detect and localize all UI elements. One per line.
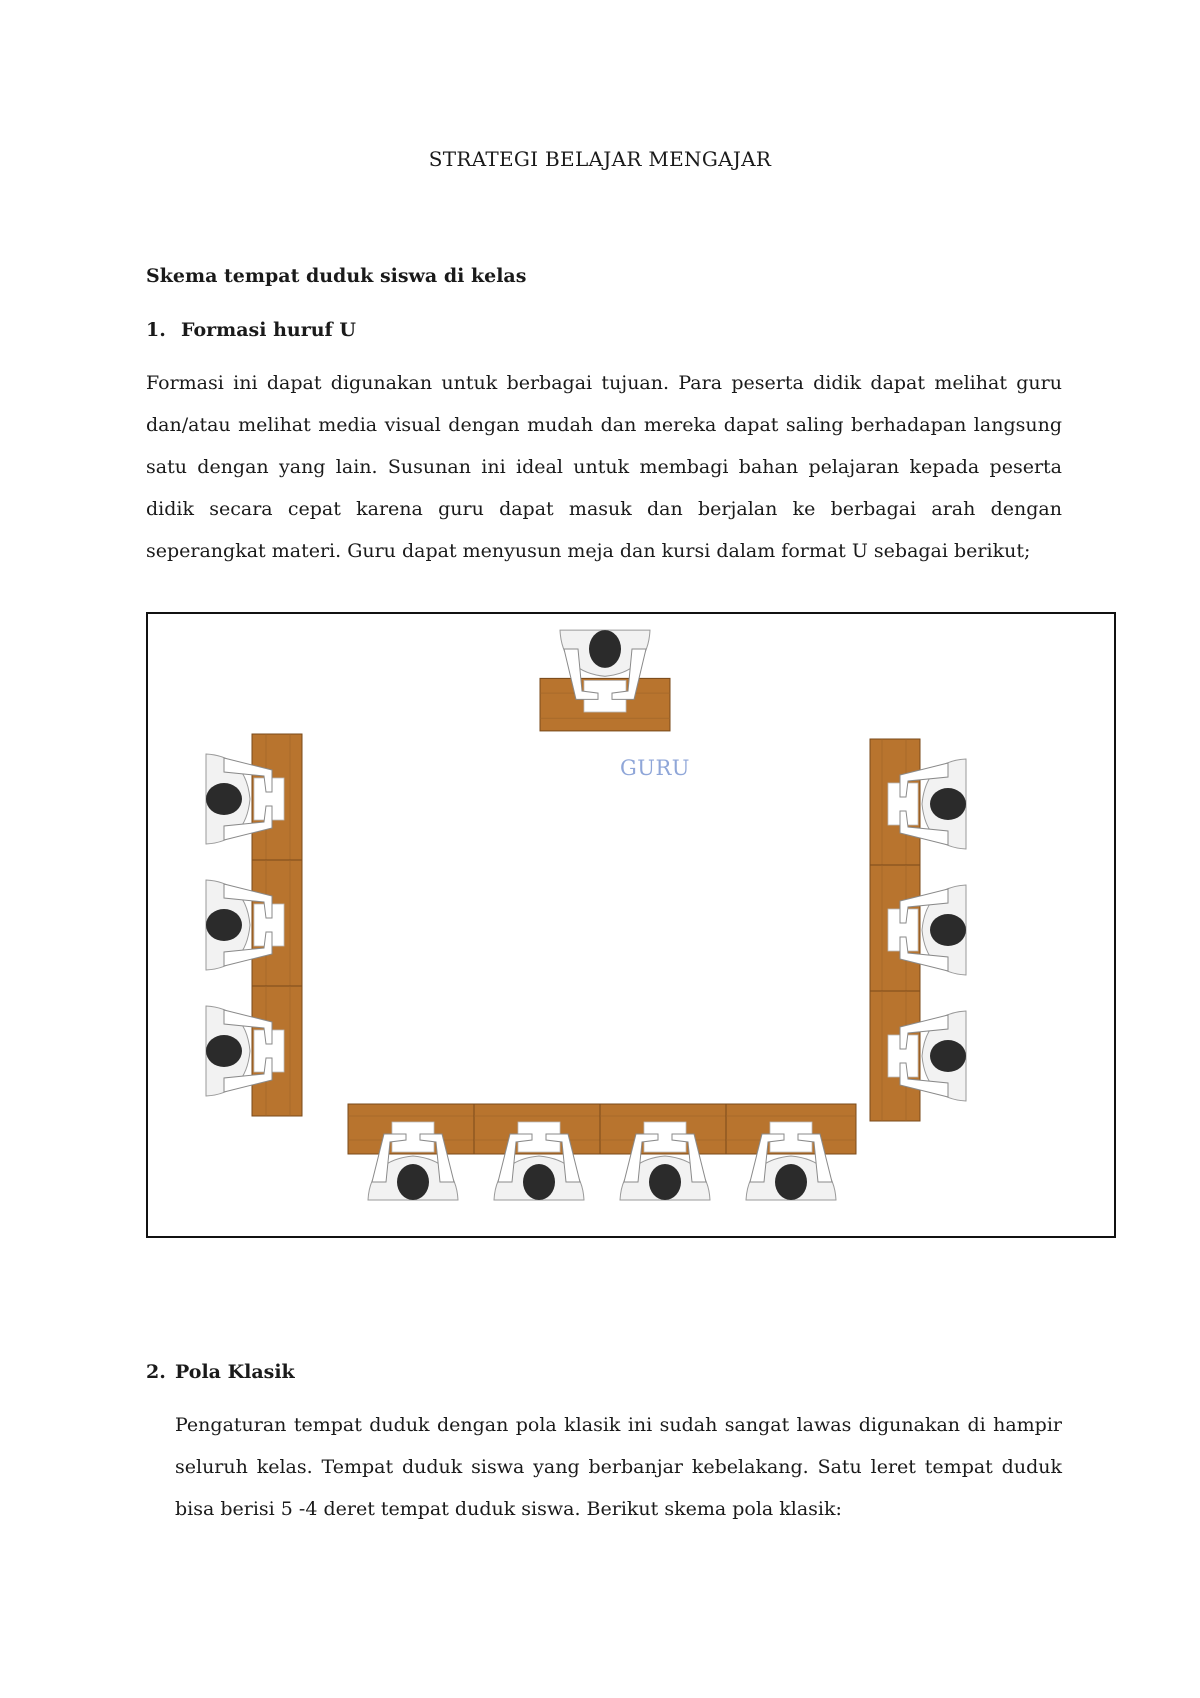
left-student-seat-2 bbox=[206, 860, 302, 990]
section-1-paragraph: Formasi ini dapat digunakan untuk berbagai tujuan. Para peserta didik dapat melihat guru dan/atau melihat media visual dengan mudah dan mereka dapat saling berhadapan langsung satu dengan yang lain. Susunan ini ideal untuk membagi bahan pelajaran kepada peserta didik secara cepat karena guru dapat masuk dan berjalan ke berbagai arah dengan seperangkat materi. Guru dapat menyusun meja dan kursi dalam format U sebagai berikut; bbox=[146, 372, 1062, 562]
bottom-student-seat-3 bbox=[600, 1104, 730, 1200]
section-1-number: 1. bbox=[146, 319, 166, 341]
section-2-number: 2. bbox=[146, 1361, 166, 1383]
seating-layout bbox=[148, 614, 1114, 1236]
bottom-student-seat-1 bbox=[348, 1104, 478, 1200]
right-student-seat-3 bbox=[870, 991, 966, 1121]
u-formation-diagram bbox=[146, 612, 1116, 1238]
section-1-heading bbox=[146, 319, 356, 341]
bottom-student-seat-4 bbox=[726, 1104, 856, 1200]
right-student-seat-1 bbox=[870, 739, 966, 869]
section-2-title: Pola Klasik bbox=[175, 1361, 295, 1383]
section-2-heading bbox=[146, 1361, 295, 1383]
section-1-title: Formasi huruf U bbox=[181, 319, 356, 341]
left-student-seat-3 bbox=[206, 986, 302, 1116]
page-title: STRATEGI BELAJAR MENGAJAR bbox=[428, 147, 772, 171]
section-2-paragraph: Pengaturan tempat duduk dengan pola klasik ini sudah sangat lawas digunakan di hampir seluruh kelas. Tempat duduk siswa yang berbanjar kebelakang. Satu leret tempat duduk bisa berisi 5 -4 deret tempat duduk siswa. Berikut skema pola klasik: bbox=[175, 1414, 1062, 1520]
left-student-seat-1 bbox=[206, 734, 302, 864]
document-subtitle: Skema tempat duduk siswa di kelas bbox=[146, 265, 527, 287]
right-student-seat-2 bbox=[870, 865, 966, 995]
teacher-label: GURU bbox=[620, 756, 690, 780]
bottom-student-seat-2 bbox=[474, 1104, 604, 1200]
teacher-seat bbox=[540, 630, 670, 731]
